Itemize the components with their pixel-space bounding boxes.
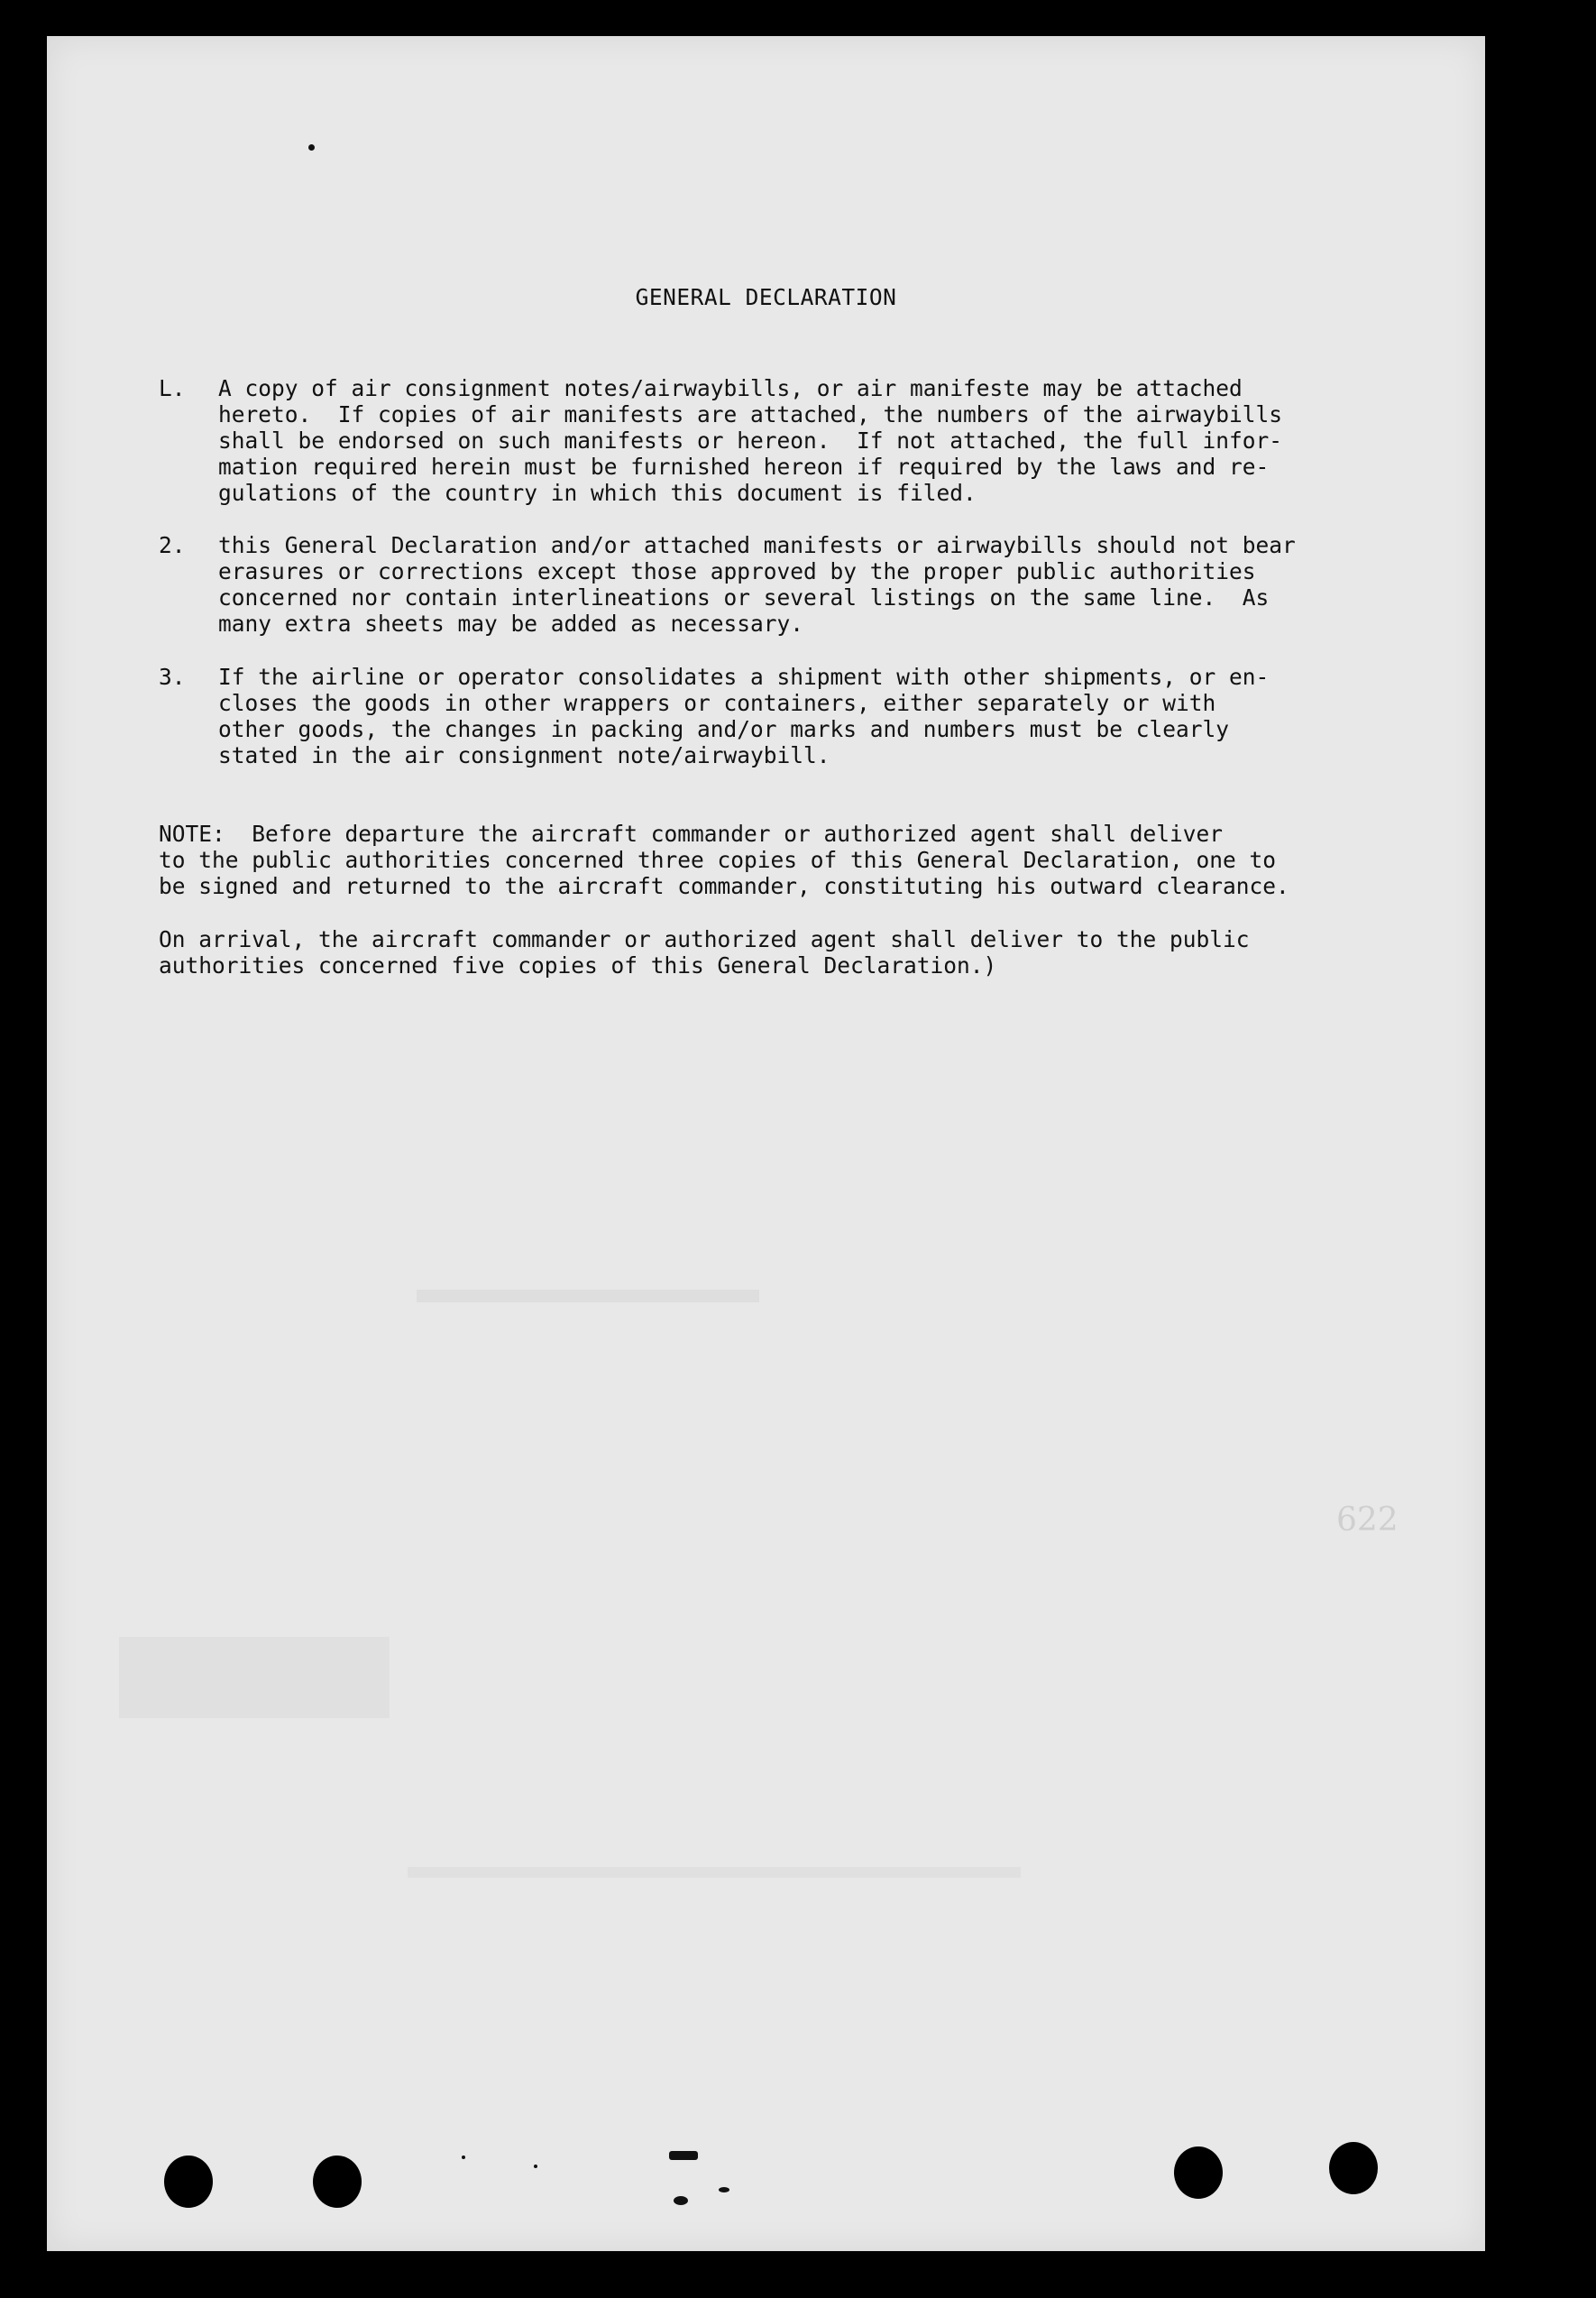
- item-line: erasures or corrections except those approved by the proper public authorities: [218, 558, 1256, 584]
- item-number: 2.: [159, 532, 186, 558]
- punch-hole: [313, 2156, 362, 2208]
- item-line: closes the goods in other wrappers or containers, either separately or with: [218, 690, 1216, 716]
- item-number: L.: [159, 375, 186, 401]
- note-line: be signed and returned to the aircraft commander, constituting his outward clearance.: [159, 873, 1289, 899]
- item-line: mation required herein must be furnished hereon if required by the laws and re-: [218, 454, 1270, 480]
- item-text: [218, 664, 1269, 768]
- note-paragraph: [159, 821, 1289, 899]
- ink-speck: [534, 2165, 537, 2168]
- item-text: [218, 532, 1296, 637]
- document-title: GENERAL DECLARATION: [635, 284, 897, 310]
- show-through-mark: [417, 1290, 759, 1302]
- item-line: stated in the air consignment note/airwaybill.: [218, 742, 830, 768]
- item-line: gulations of the country in which this document is filed.: [218, 480, 977, 506]
- item-line: many extra sheets may be added as necessary.: [218, 611, 804, 637]
- ink-speck: [669, 2151, 698, 2160]
- note-line: to the public authorities concerned three copies of this General Declaration, one to: [159, 847, 1277, 873]
- arrival-line: On arrival, the aircraft commander or authorized agent shall deliver to the public: [159, 926, 1250, 952]
- item-line: hereto. If copies of air manifests are attached, the numbers of the airwaybills: [218, 401, 1283, 427]
- show-through-mark: [408, 1867, 1021, 1878]
- ink-speck: [674, 2196, 688, 2205]
- item-line: other goods, the changes in packing and/or marks and numbers must be clearly: [218, 716, 1230, 742]
- item-number: 3.: [159, 664, 186, 690]
- punch-hole: [1329, 2142, 1378, 2194]
- note-line: NOTE: Before departure the aircraft commander or authorized agent shall deliver: [159, 821, 1224, 847]
- arrival-paragraph: [159, 926, 1250, 979]
- faint-stamp-number: 622: [1336, 1502, 1399, 1539]
- ink-speck: [308, 144, 315, 151]
- show-through-mark: [119, 1637, 390, 1718]
- item-text: [218, 375, 1282, 506]
- arrival-line: authorities concerned five copies of this General Declaration.): [159, 952, 997, 979]
- item-line: shall be endorsed on such manifests or hereon. If not attached, the full infor-: [218, 427, 1283, 454]
- item-line: If the airline or operator consolidates a shipment with other shipments, or en-: [218, 664, 1270, 690]
- ink-speck: [462, 2156, 465, 2159]
- item-line: this General Declaration and/or attached manifests or airwaybills should not bear: [218, 532, 1296, 558]
- item-line: A copy of air consignment notes/airwaybills, or air manifeste may be attached: [218, 375, 1243, 401]
- document-body: [47, 36, 1485, 2251]
- punch-hole: [1174, 2146, 1223, 2199]
- punch-hole: [164, 2156, 213, 2208]
- item-line: concerned nor contain interlineations or several listings on the same line. As: [218, 584, 1270, 611]
- ink-speck: [719, 2187, 729, 2192]
- document-page: [47, 36, 1485, 2251]
